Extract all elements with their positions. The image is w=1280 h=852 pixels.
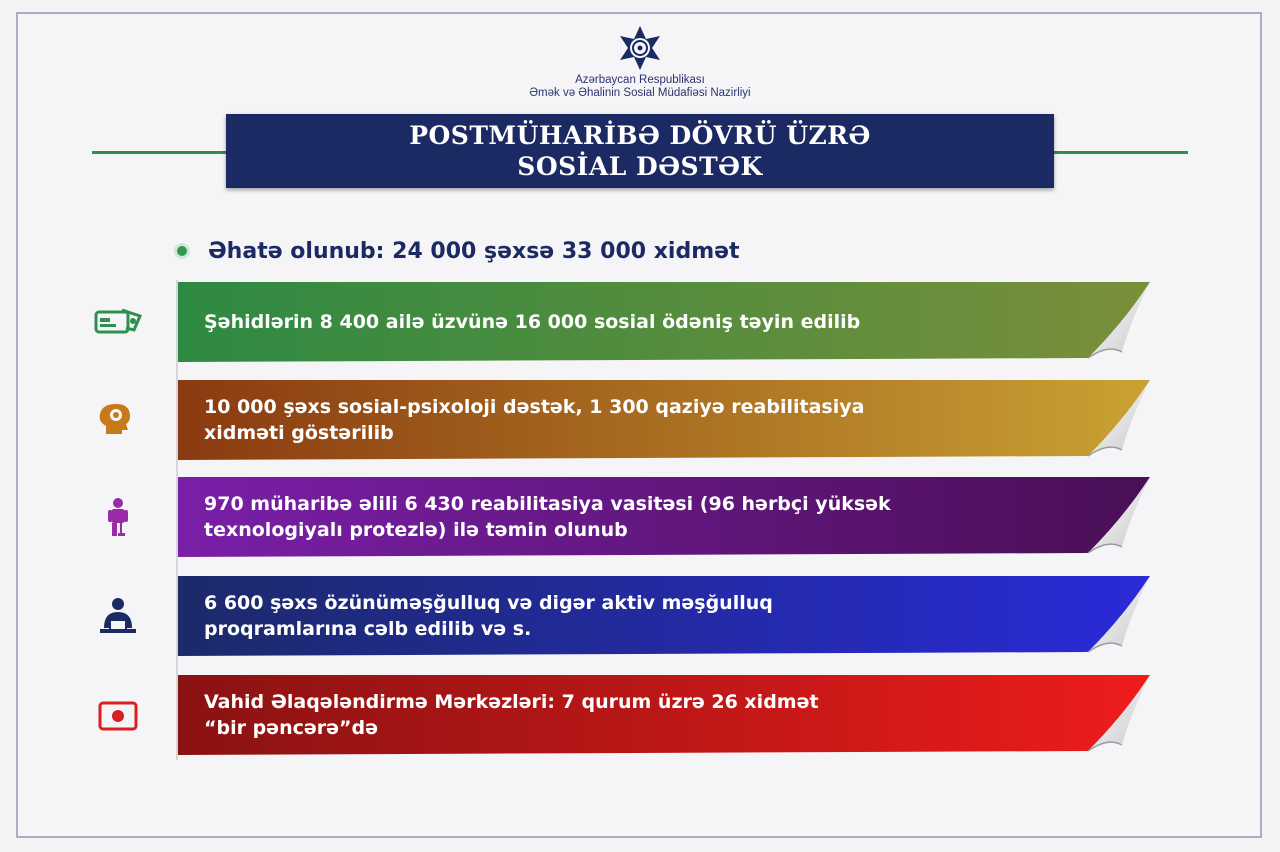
support-item-line-1: Şəhidlərin 8 400 ailə üzvünə 16 000 sosial ödəniş təyin edilib [204, 311, 861, 333]
worker-laptop-icon [92, 596, 144, 636]
support-item-line-1: 10 000 şəxs sosial-psixoloji dəstək, 1 300 qaziyə reabilitasiya [204, 396, 865, 418]
support-item-line-2: “bir pəncərə”də [204, 717, 378, 739]
service-window-icon [92, 695, 144, 735]
head-mind-icon [92, 400, 144, 440]
coverage-summary [174, 236, 740, 266]
support-item-banner [178, 675, 1154, 755]
support-item-line-2: proqramlarına cəlb edilib və s. [204, 618, 532, 640]
coverage-text: Əhatə olunub: 24 000 şəxsə 33 000 xidmət [208, 238, 740, 264]
person-prosthesis-icon [92, 497, 144, 537]
title-divider-right [1050, 151, 1188, 154]
title-line-1: POSTMÜHARİBƏ DÖVRÜ ÜZRƏ [409, 121, 871, 150]
support-item-line-1: Vahid Əlaqələndirmə Mərkəzləri: 7 qurum üzrə 26 xidmət [204, 691, 819, 713]
title-divider-left [92, 151, 230, 154]
page-title [226, 114, 1054, 188]
ministry-logo-icon [604, 24, 676, 72]
support-item-banner [178, 282, 1154, 362]
support-item-line-1: 6 600 şəxs özünüməşğulluq və digər aktiv məşğulluq [204, 592, 773, 614]
support-item-line-1: 970 müharibə əlili 6 430 reabilitasiya vasitəsi (96 hərbçi yüksək [204, 493, 891, 515]
ministry-name [340, 74, 940, 100]
payment-card-icon [92, 302, 144, 342]
support-item-banner [178, 576, 1154, 656]
support-item-line-2: xidməti göstərilib [204, 422, 394, 444]
support-item-banner [178, 380, 1154, 460]
support-item-line-2: texnologiyalı protezlə) ilə təmin olunub [204, 519, 628, 541]
ministry-line-1: Azərbaycan Respublikası [575, 74, 705, 86]
support-item-banner [178, 477, 1154, 557]
title-line-2: SOSİAL DƏSTƏK [517, 152, 763, 181]
bullet-dot-icon [174, 243, 190, 259]
ministry-line-2: Əmək və Əhalinin Sosial Müdafiəsi Nazirliyi [529, 87, 751, 99]
